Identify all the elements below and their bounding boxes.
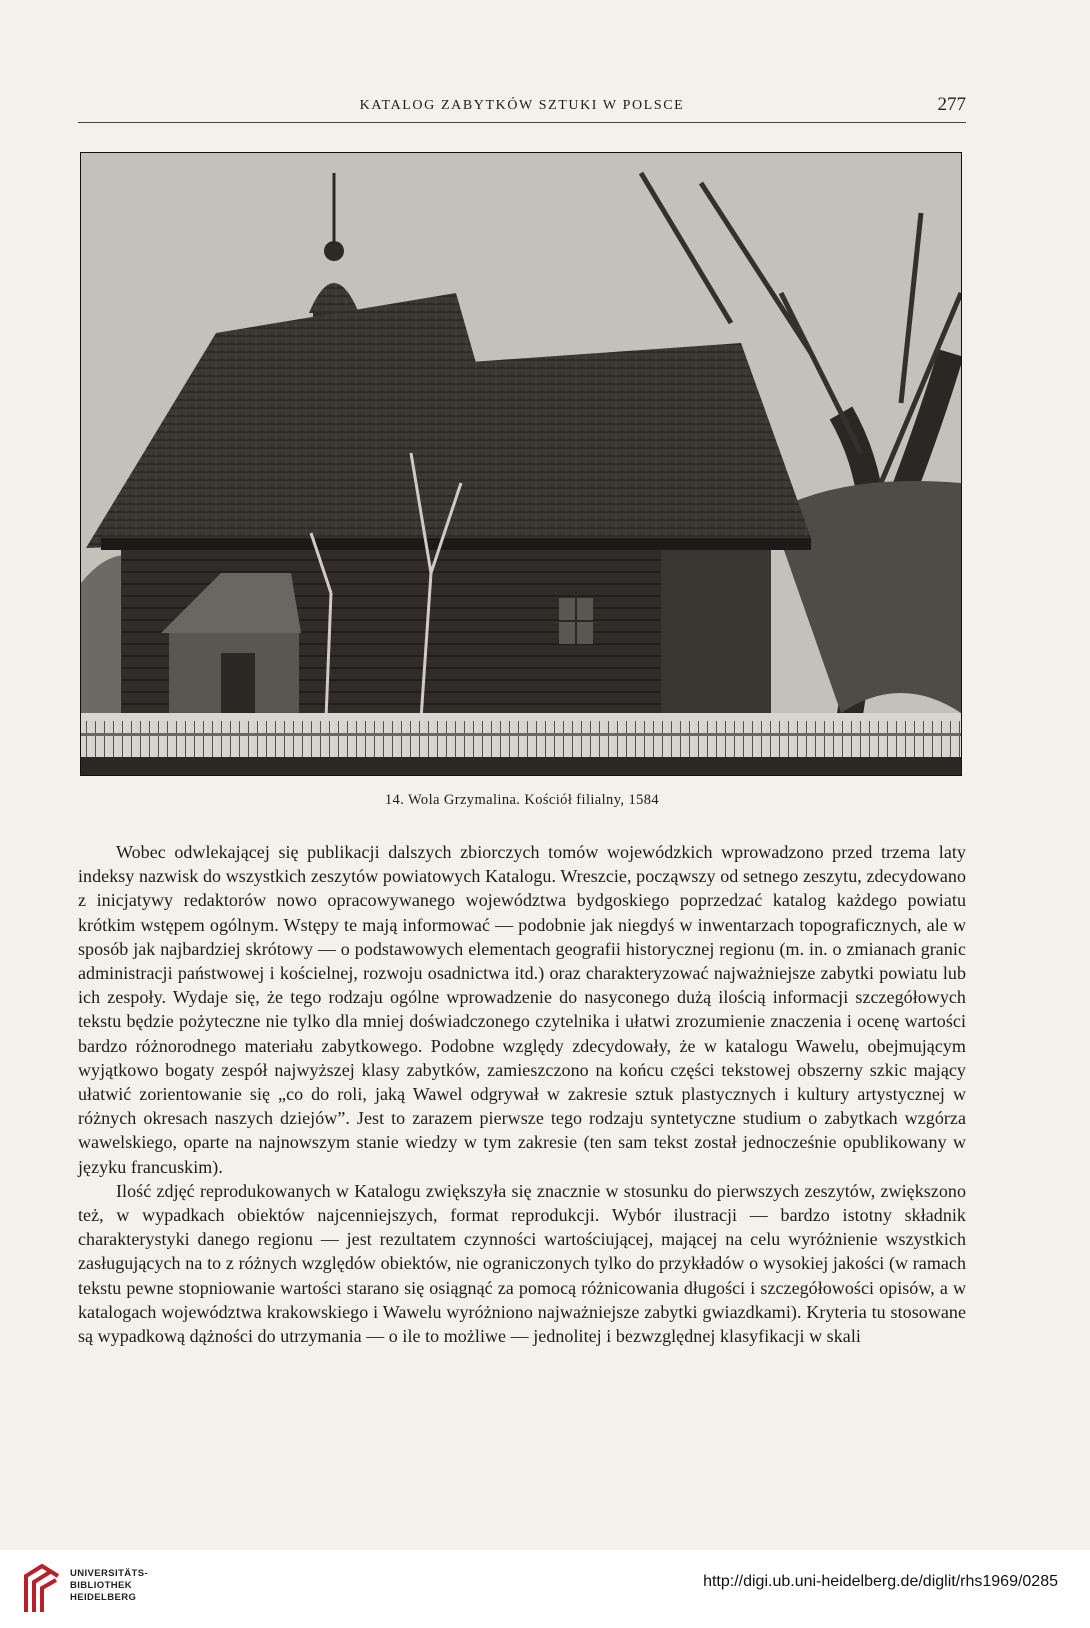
chancel-roof <box>401 343 811 538</box>
library-name-line-2: BIBLIOTHEK <box>70 1580 133 1591</box>
library-name-line-1: UNIVERSITÄTS- <box>70 1568 149 1579</box>
university-library-logo-icon <box>20 1562 64 1618</box>
library-name-line-3: HEIDELBERG <box>70 1592 137 1603</box>
paragraph-1: Wobec odwlekającej się publikacji dalszych zbiorczych tomów wojewódzkich wprowadzono przed trzema laty indeksy nazwisk do wszystkich zeszytów powiatowych Katalogu. Wreszcie, począwszy od setnego zeszytu, zdecydowano z inicjatywy redaktorów nowo opracowywanego województwa bydgoskiego poprzedzać katalog każdego powiatu krótkim wstępem ogólnym. Wstępy te mają informować — podobnie jak niegdyś w inwentarzach topograficznych, ale w sposób jak najbardziej skrótowy — o podstawowych elementach geografii historycznej regionu (m. in. o zmianach granic administracji państwowej i kościelnej, rozwoju osadnictwa itd.) oraz charakteryzować najważniejsze zabytki powiatu lub ich zespoły. Wydaje się, że tego rodzaju ogólne wprowadzenie do nasyconego dużą ilością informacji szczegółowych tekstu będzie pożyteczne nie tylko dla mniej doświadczonego czytelnika i ułatwi zrozumienie znaczenia i ocenę wartości bardzo różnorodnego materiału zabytkowego. Podobne względy zdecydowały, że w katalogu Wawelu, obejmującym wyjątkowo bogaty zespół najwyższej klasy zabytków, zamieszczono na końcu części tekstowej obszerny szkic mający ułatwić zorientowanie się „co do roli, jaką Wawel odgrywał w zakresie sztuk plastycznych i kultury artystycznej w różnych okresach naszych dziejów”. Jest to zarazem pierwsze tego rodzaju syntetyczne studium o zabytkach wzgórza wawelskiego, oparte na najnowszym stanie wiedzy w tym zakresie (ten sam tekst został jednocześnie opublikowany w języku francuskim). <box>78 842 966 1177</box>
paragraph-2: Ilość zdjęć reprodukowanych w Katalogu zwiększyła się znacznie w stosunku do pierwszych zeszytów, zwiększono też, w wypadkach obiektów najcenniejszych, format reprodukcji. Wybór ilustracji — bardzo istotny składnik charakterystyki danego regionu — jest rezultatem czynności wartościującej, mającej na celu wyróżnienie wszystkich zasługujących na to z różnych względów obiektów, nie ograniczonych tylko do przykładów o wysokiej jakości (w ramach tekstu pewne stopniowanie wartości starano się osiągnąć za pomocą różnicowania długości i szczegółowości opisów, a w katalogach województwa krakowskiego i Wawelu wyróżniono najważniejsze zabytki gwiazdkami). Kryteria tu stosowane są wypadkową dążności do utrzymania — o ile to możliwe — jednolitej i bezwzględnej klasyfikacji w skali <box>78 1180 966 1347</box>
library-name <box>70 1568 148 1604</box>
figure-caption: 14. Wola Grzymalina. Kościół filialny, 1584 <box>384 792 660 808</box>
running-header <box>78 96 966 123</box>
page-number: 277 <box>937 94 966 115</box>
running-title: KATALOG ZABYTKÓW SZTUKI W POLSCE <box>359 98 685 113</box>
picket-fence <box>81 721 961 761</box>
church-photograph <box>80 152 962 776</box>
source-url-link[interactable]: http://digi.ub.uni-heidelberg.de/diglit/rhs1969/0285 <box>703 1573 1058 1590</box>
church-photo-illustration <box>81 153 961 775</box>
article-body <box>78 840 966 1348</box>
digitization-footer <box>0 1550 1090 1628</box>
